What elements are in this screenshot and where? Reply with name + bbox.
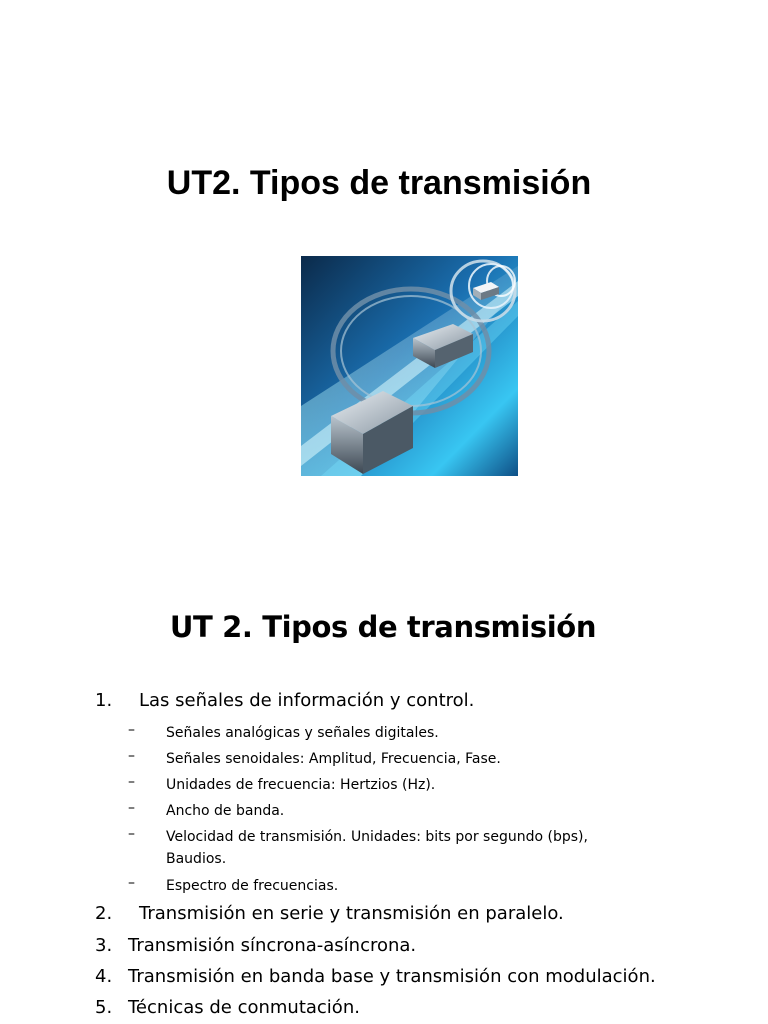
list-item-number: 1. bbox=[95, 690, 113, 711]
dash-bullet: – bbox=[128, 826, 135, 842]
list-item-text: Transmisión síncrona-asíncrona. bbox=[128, 935, 417, 956]
list-item-number: 3. bbox=[95, 935, 113, 956]
slide-1-title: UT2. Tipos de transmisión bbox=[166, 164, 592, 202]
slide-2 bbox=[0, 560, 768, 1024]
list-item-text: Transmisión en serie y transmisión en paralelo. bbox=[139, 903, 564, 924]
list-item-number: 2. bbox=[95, 903, 113, 924]
sub-list-item-text: Señales analógicas y señales digitales. bbox=[166, 725, 439, 741]
list-item-number: 4. bbox=[95, 966, 113, 987]
dash-bullet: – bbox=[128, 774, 135, 790]
list-item-text: Las señales de información y control. bbox=[139, 690, 475, 711]
dash-bullet: – bbox=[128, 800, 135, 816]
sub-list-item-text: Señales senoidales: Amplitud, Frecuencia, Fase. bbox=[166, 751, 501, 767]
dash-bullet: – bbox=[128, 875, 135, 891]
dash-bullet: – bbox=[128, 722, 135, 738]
sub-list-item-text: Ancho de banda. bbox=[166, 803, 285, 819]
slide-2-title: UT 2. Tipos de transmisión bbox=[169, 610, 597, 644]
sub-list-item-text: Velocidad de transmisión. Unidades: bits por segundo (bps), Baudios. bbox=[166, 829, 588, 867]
data-transmission-illustration bbox=[301, 256, 518, 476]
sub-list-item-text: Espectro de frecuencias. bbox=[166, 878, 339, 894]
list-item-text: Técnicas de conmutación. bbox=[128, 997, 360, 1018]
list-item-number: 5. bbox=[95, 997, 113, 1018]
transmission-illustration-svg bbox=[301, 256, 518, 476]
sub-list-item-text: Unidades de frecuencia: Hertzios (Hz). bbox=[166, 777, 436, 793]
dash-bullet: – bbox=[128, 748, 135, 764]
list-item-text: Transmisión en banda base y transmisión con modulación. bbox=[128, 966, 656, 987]
